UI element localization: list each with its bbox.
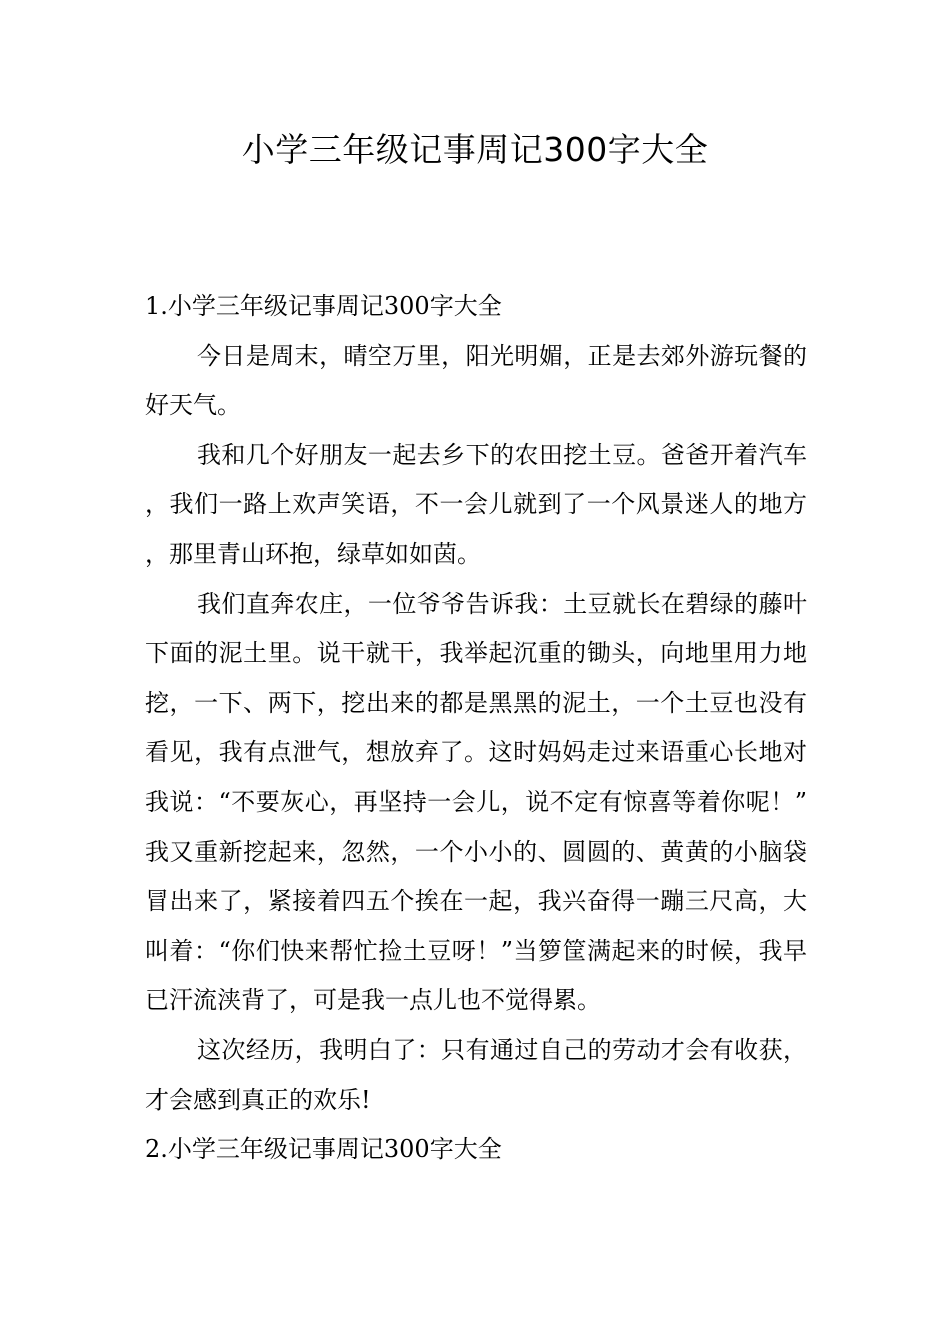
document-body: [145, 282, 807, 1175]
paragraph: 这次经历，我明白了：只有通过自己的劳动才会有收获，才会感到真正的欢乐!: [145, 1035, 807, 1114]
paragraph: 我们直奔农庄，一位爷爷告诉我：土豆就长在碧绿的藤叶下面的泥土里。说干就干，我举起沉重的锄头，向地里用力地挖，一下、两下，挖出来的都是黑黑的泥土，一个土豆也没有看见，我有点泄气，想放弃了。这时妈妈走过来语重心长地对我说：“不要灰心，再坚持一会儿，说不定有惊喜等着你呢！”我又重新挖起来，忽然，一个小小的、圆圆的、黄黄的小脑袋冒出来了，紧接着四五个挨在一起，我兴奋得一蹦三尺高，大叫着：“你们快来帮忙捡土豆呀！”当箩筐满起来的时候，我早已汗流浃背了，可是我一点儿也不觉得累。: [145, 589, 807, 1015]
page-title: 小学三年级记事周记300字大全: [241, 130, 709, 169]
paragraph: 我和几个好朋友一起去乡下的农田挖土豆。爸爸开着汽车，我们一路上欢声笑语，不一会儿就到了一个风景迷人的地方，那里青山环抱，绿草如如茵。: [145, 440, 807, 568]
section-heading-2: 2.小学三年级记事周记300字大全: [145, 1135, 502, 1164]
section-heading-1: 1.小学三年级记事周记300字大全: [145, 292, 502, 320]
paragraph: 今日是周末，晴空万里，阳光明媚，正是去郊外游玩餐的好天气。: [145, 341, 807, 420]
